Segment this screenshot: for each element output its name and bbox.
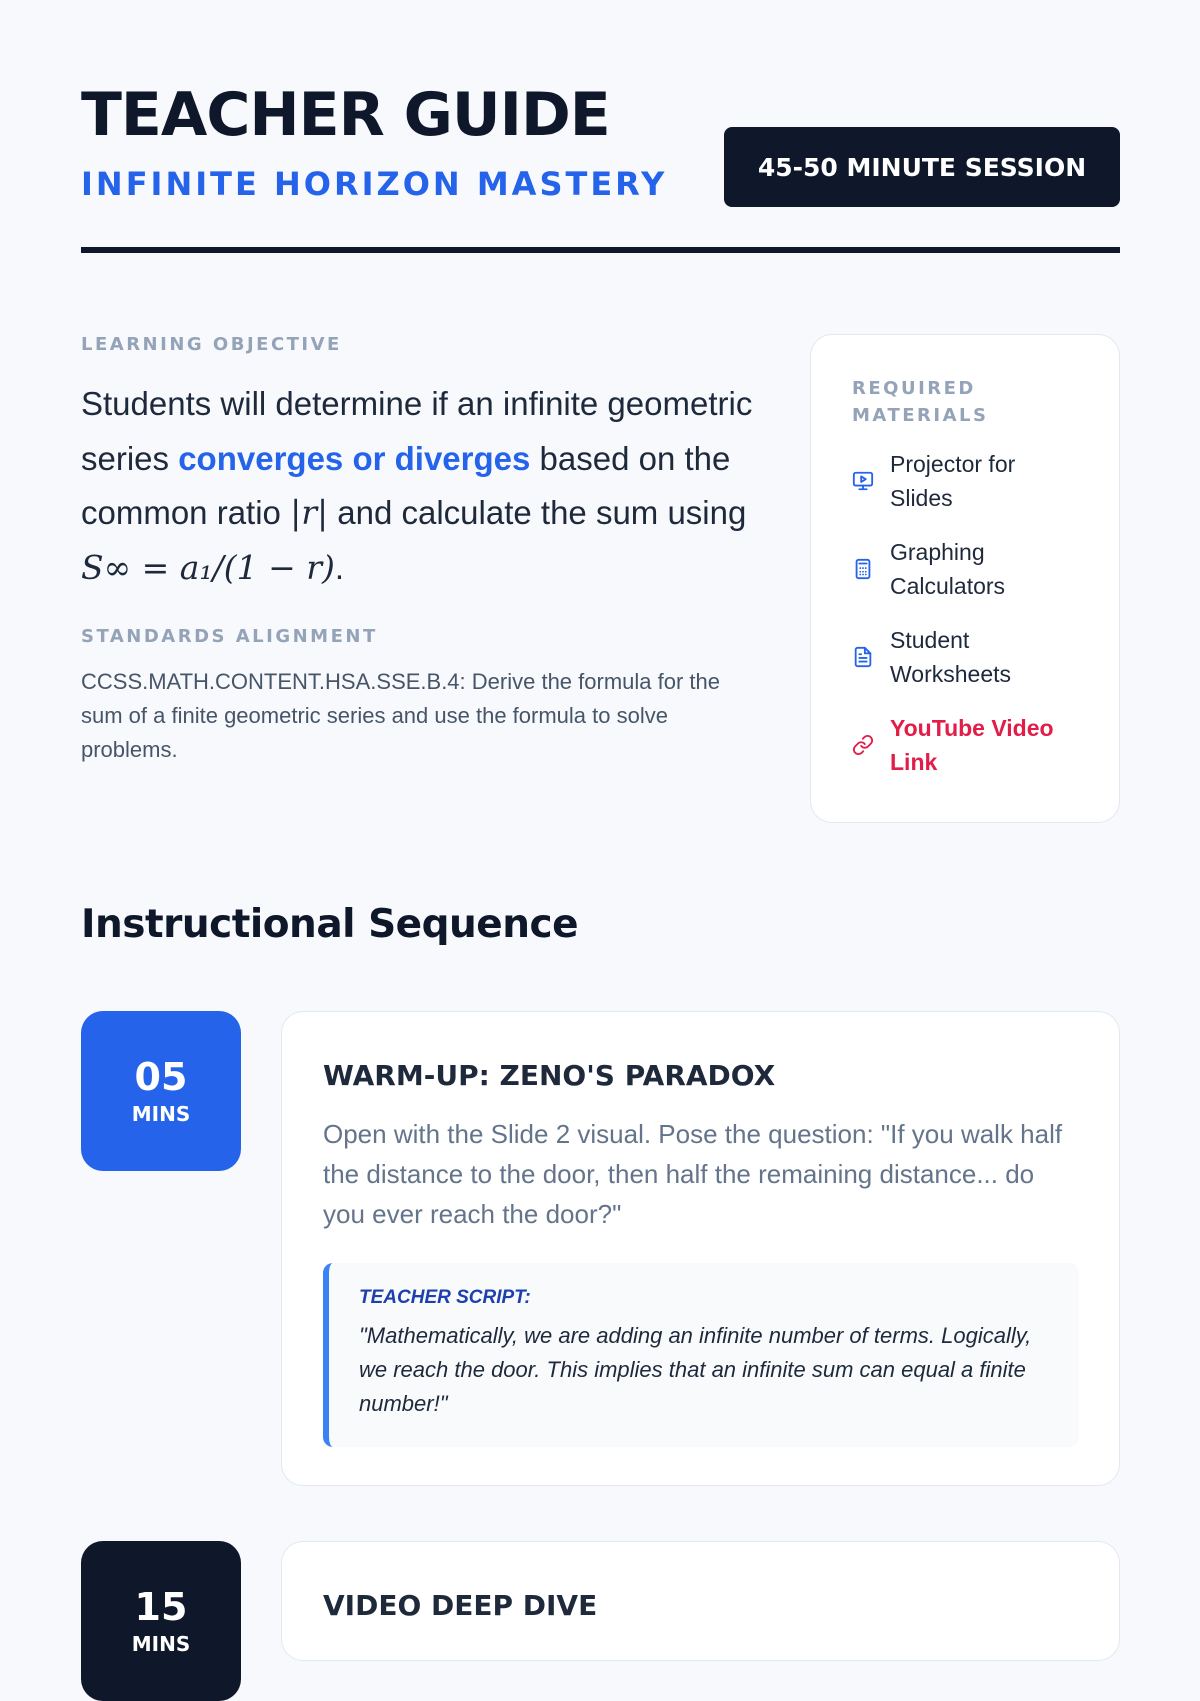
header-divider (81, 247, 1120, 253)
learning-objective-label: LEARNING OBJECTIVE (81, 334, 342, 355)
step-minutes: 05 (134, 1055, 188, 1099)
teacher-script-box (323, 1263, 1079, 1447)
objective-highlight: converges or diverges (178, 439, 531, 477)
required-materials-card (810, 334, 1120, 823)
material-item-calculators (852, 535, 1081, 603)
standards-alignment-text: CCSS.MATH.CONTENT.HSA.SSE.B.4: Derive the formula for the sum of a finite geometric series and use the formula to solve problems. (81, 669, 720, 762)
material-item-youtube-link[interactable] (852, 711, 1081, 779)
page-title: TEACHER GUIDE (81, 80, 610, 150)
objective-text-part: . (334, 548, 345, 586)
material-label: Graphing Calculators (890, 539, 1006, 599)
objective-text-part: Students will determine if an infinite geometric series (81, 385, 753, 477)
material-label: Projector for Slides (890, 451, 1016, 511)
step-minutes: 15 (134, 1585, 188, 1629)
step-minutes-unit: MINS (131, 1632, 191, 1656)
material-item-worksheets (852, 623, 1081, 691)
step-title: VIDEO DEEP DIVE (323, 1589, 598, 1622)
step-title: WARM-UP: ZENO'S PARADOX (323, 1059, 776, 1092)
projector-icon (852, 470, 874, 492)
page-subtitle: INFINITE HORIZON MASTERY (81, 165, 668, 203)
material-label: Student Worksheets (890, 627, 1012, 687)
instructional-sequence-title: Instructional Sequence (81, 902, 579, 947)
step-duration-badge (81, 1011, 241, 1171)
step-duration-badge (81, 1541, 241, 1701)
link-icon (852, 734, 874, 756)
calculator-icon (852, 558, 874, 580)
header (81, 82, 1120, 254)
teacher-script-label: TEACHER SCRIPT: (359, 1287, 531, 1308)
step-card (281, 1011, 1120, 1486)
objective-text-part: and calculate the sum using (328, 494, 747, 531)
materials-list (852, 447, 1081, 779)
required-materials-label: REQUIRED MATERIALS (852, 378, 989, 426)
learning-objective-section (81, 334, 781, 767)
youtube-video-link[interactable]: YouTube Video Link (890, 715, 1054, 775)
material-item-projector (852, 447, 1081, 515)
session-duration-badge: 45-50 MINUTE SESSION (724, 127, 1120, 207)
step-description: Open with the Slide 2 visual. Pose the question: "If you walk half the distance to the door, then half the remaining distance... do you ever reach the door?" (323, 1119, 1063, 1229)
teacher-script-text: "Mathematically, we are adding an infinite number of terms. Logically, we reach the door. This implies that an infinite sum can equal a finite number!" (359, 1323, 1032, 1416)
step-card (281, 1541, 1120, 1661)
step-minutes-unit: MINS (131, 1102, 191, 1126)
document-icon (852, 646, 874, 668)
standards-alignment-label: STANDARDS ALIGNMENT (81, 626, 378, 647)
learning-objective-text (81, 377, 781, 595)
sum-formula-math: S∞ = a₁/(1 − r) (81, 547, 335, 587)
objective-text-part: based on the common ratio (81, 439, 731, 531)
ratio-math: |r| (290, 493, 329, 532)
